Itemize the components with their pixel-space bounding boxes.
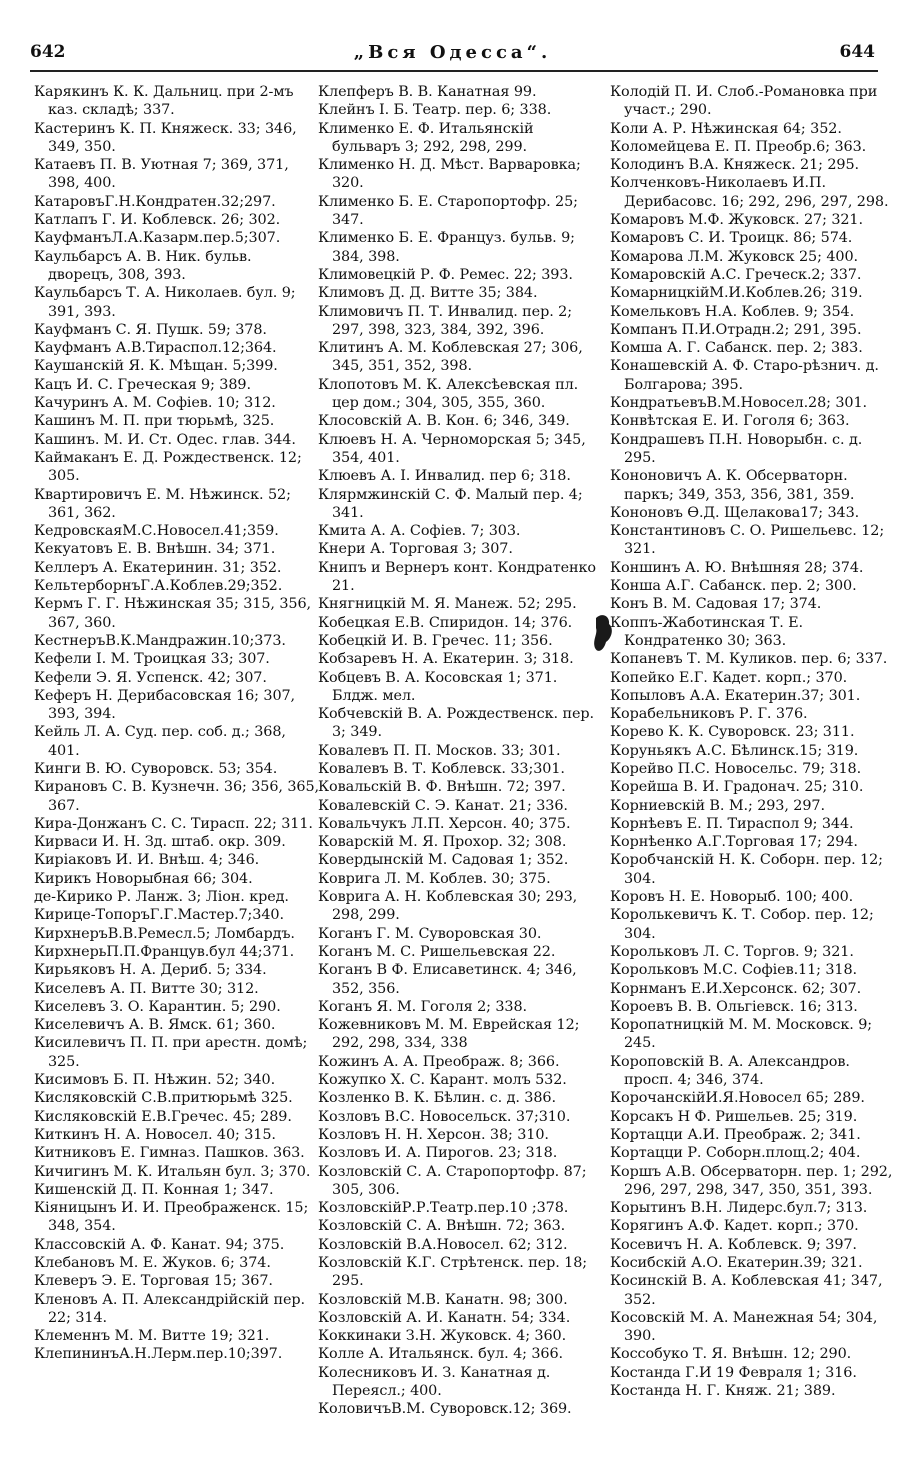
directory-entry: Ковалевъ В. Т. Коблевск. 33;301. [318,760,565,777]
directory-entry: Кобецкій И. В. Гречес. 11; 356. [318,632,553,649]
directory-entry: Конша А.Г. Сабанск. пер. 2; 300. [610,578,857,595]
directory-entry: Кортацци Р. Соборн.площ.2; 404. [610,1145,861,1162]
directory-entry: Колченковъ-Николаевъ И.П. Дерибасовс. 16; 292, 296, 297, 298. [610,175,889,210]
directory-entry: Книпъ и Вернеръ конт. Кондратенко 21. [318,559,596,595]
directory-entry: Ковердынскій М. Садовая 1; 352. [318,852,569,869]
directory-entry: Кинги В. Ю. Суворовск. 53; 354. [34,760,278,777]
directory-entry: Ковалевскій С. Э. Канат. 21; 336. [318,797,568,814]
directory-entry: Комельковъ Н.А. Коблев. 9; 354. [610,303,855,320]
directory-entry: Кононовичъ А. К. Обсерваторн. паркъ; 349, 353, 356, 381, 359. [610,468,855,503]
directory-entry: Кондрашевъ П.Н. Новорыбн. с. д. 295. [610,431,863,466]
directory-entry: Кобцевъ В. А. Косовская 1; 371. Блдж. мел. [318,669,558,704]
directory-entry: Корниевскій В. М.; 293, 297. [610,797,825,814]
directory-entry: Копейко Е.Г. Кадет. корп.; 370. [610,669,848,686]
directory-entry: Каушанскій Я. К. Мѣщан. 5;399. [34,358,278,375]
directory-entry: Корейша В. И. Градонач. 25; 310. [610,779,864,796]
directory-entry: КлепининъА.Н.Лерм.пер.10;397. [34,1346,283,1363]
directory-entry: Косибскій А.О. Екатерин.39; 321. [610,1255,863,1271]
directory-entry: КатаровъГ.Н.Кондратен.32;297. [34,193,276,210]
directory-entry: Корсакъ Н Ф. Ришельев. 25; 319. [610,1108,858,1125]
directory-entry: Кисилевичъ П. П. при арестн. домѣ; 325. [34,1035,308,1070]
directory-entry: Королькевичъ К. Т. Собор. пер. 12; 304. [610,907,874,942]
directory-entry: Кацъ И. С. Греческая 9; 389. [34,376,251,393]
directory-entry: Клярмжинскій С. Ф. Малый пер. 4; 341. [318,486,583,521]
directory-entry: Клитинъ А. М. Коблевская 27; 306, 345, 351, 352, 398. [318,340,583,375]
directory-entry: Кефели Э. Я. Успенск. 42; 307. [34,669,267,686]
directory-entry: Коли А. Р. Нѣжинская 64; 352. [610,120,842,137]
directory-entry: Кауфманъ С. Я. Пушк. 59; 378. [34,321,267,338]
directory-entry: Кашинъ. М. И. Ст. Одес. глав. 344. [34,431,296,448]
directory-entry: Клебановъ М. Е. Жуков. 6; 374. [34,1255,271,1271]
directory-entry: Кейль Л. А. Суд. пер. соб. д.; 368, 401. [34,724,286,759]
directory-entry: КельтерборнъГ.А.Коблев.29;352. [34,578,283,595]
page-number-left: 642 [30,42,66,62]
directory-entry: Кекуатовъ Е. В. Внѣшн. 34; 371. [34,541,276,558]
directory-entry: Комша А. Г. Сабанск. пер. 2; 383. [610,340,863,357]
directory-entry: Кирикъ Новорыбная 66; 304. [34,870,253,887]
column-1 [34,83,320,1364]
column-2 [318,83,604,1419]
directory-entry: Клосовскій А. В. Кон. 6; 346, 349. [318,413,570,430]
directory-entry: Коврига А. Н. Коблевская 30; 293, 298, 299. [318,889,578,924]
directory-entry: Комаровъ С. И. Троицк. 86; 574. [610,230,853,247]
directory-entry: Кобчевскій В. А. Рождественск. пер. 3; 349. [318,706,594,741]
directory-entry: Кисимовъ Б. П. Нѣжин. 52; 340. [34,1072,276,1089]
directory-entry: Киселевъ З. О. Карантин. 5; 290. [34,998,281,1015]
directory-entry: Климовецкій Р. Ф. Ремес. 22; 393. [318,266,573,283]
directory-entry: Квартировичъ Е. М. Нѣжинск. 52; 361, 362. [34,486,291,521]
directory-entry: Катлапъ Г. И. Коблевск. 26; 302. [34,212,281,229]
directory-entry: Клеменнъ М. М. Витте 19; 321. [34,1328,270,1345]
directory-entry: Коруньякъ А.С. Бѣлинск.15; 319. [610,742,859,759]
directory-entry: КорочанскійИ.Я.Новосел 65; 289. [610,1090,865,1107]
directory-entry: Козловскій К.Г. Стрѣтенск. пер. 18; 295. [318,1255,588,1290]
directory-entry: Келлеръ А. Екатеринин. 31; 352. [34,559,282,576]
directory-entry: Корнманъ Е.И.Херсонск. 62; 307. [610,980,862,997]
header-rule [30,70,878,72]
directory-entry: Козловъ В.С. Новосельск. 37;310. [318,1108,571,1125]
directory-entry: Коврига Л. М. Коблев. 30; 375. [318,870,551,887]
directory-entry: Киткинъ Н. А. Новосел. 40; 315. [34,1126,276,1143]
directory-entry: Конъ В. М. Садовая 17; 374. [610,596,822,613]
directory-entry: Классовскій А. Ф. Канат. 94; 375. [34,1236,285,1253]
directory-entry: Комаровъ М.Ф. Жуковск. 27; 321. [610,212,863,229]
directory-entry: Киселевичъ А. В. Ямск. 61; 360. [34,1017,276,1034]
directory-entry: Козловскій С. А. Старопортофр. 87; 305, 306. [318,1163,587,1198]
directory-entry: Корейво П.С. Новосельс. 79; 318. [610,760,862,777]
directory-entry: КирхнерьП.П.Францув.бул 44;371. [34,943,295,960]
directory-entry: Корытинъ В.Н. Лидерс.бул.7; 313. [610,1200,868,1217]
directory-entry: Кирановъ С. В. Кузнечн. 36; 356, 365, 367. [34,779,319,814]
directory-entry: Кобзаревъ Н. А. Екатерин. 3; 318. [318,651,574,668]
directory-entry: Кожинъ А. А. Преображ. 8; 366. [318,1053,560,1070]
directory-entry: Коганъ М. С. Ришельевская 22. [318,943,556,960]
directory-entry: Конвѣтская Е. И. Гоголя 6; 363. [610,413,850,430]
directory-entry: Кисляковскій Е.В.Гречес. 45; 289. [34,1108,292,1125]
directory-entry: Костанда Г.И 19 Февраля 1; 316. [610,1364,857,1381]
directory-entry: Корольковъ М.С. Софіев.11; 318. [610,962,858,979]
directory-entry: Катаевъ П. В. Уютная 7; 369, 371, 398, 400. [34,157,289,192]
directory-entry: Коганъ В Ф. Елисаветинск. 4; 346, 352, 356. [318,962,577,997]
directory-entry: Короевъ В. В. Ольгіевск. 16; 313. [610,998,858,1015]
directory-entry: Корягинъ А.Ф. Кадет. корп.; 370. [610,1218,859,1235]
directory-entry: Коропатницкій М. М. Московск. 9; 245. [610,1017,873,1052]
directory-entry: Колодій П. И. Слоб.-Романовка при участ.; 290. [610,84,878,119]
directory-entry: Кнери А. Торговая 3; 307. [318,541,513,558]
directory-entry: Кожевниковъ М. М. Еврейская 12; 292, 298, 334, 338 [318,1017,580,1052]
directory-entry: Клименко Б. Е. Старопортофр. 25; 347. [318,193,578,229]
directory-entry: Коганъ Я. М. Гоголя 2; 338. [318,998,528,1015]
directory-entry: Коварскій М. Я. Прохор. 32; 308. [318,834,567,851]
directory-entry: Кирваси И. Н. Зд. штаб. окр. 309. [34,834,286,851]
directory-entry: Коршъ А.В. Обсерваторн. пер. 1; 292, 296, 297, 298, 347, 350, 351, 393. [610,1163,893,1198]
directory-entry: Киселевъ А. П. Витте 30; 312. [34,980,259,997]
directory-entry: Клименко Б. Е. Француз. бульв. 9; 384, 398. [318,230,575,265]
directory-entry: Клюевъ Н. А. Черноморская 5; 345, 354, 401. [318,431,586,466]
directory-entry: Коломейцева Е. П. Преобр.6; 363. [610,138,867,155]
directory-entry: Косинскій В. А. Коблевская 41; 347, 352. [610,1273,883,1308]
directory-entry: Ковалевъ П. П. Москов. 33; 301. [318,742,561,759]
directory-entry: Козловскій С. А. Внѣшн. 72; 363. [318,1218,566,1235]
directory-entry: Китниковъ Е. Гимназ. Пашков. 363. [34,1145,305,1162]
directory-entry: Киріаковъ И. И. Внѣш. 4; 346. [34,852,260,869]
directory-entry: Косевичъ Н. А. Коблевск. 9; 397. [610,1236,857,1253]
directory-entry: Карякинъ К. К. Дальниц. при 2-мъ каз. складѣ; 337. [34,84,294,119]
directory-entry: Кишенскій Д. П. Конная 1; 347. [34,1181,274,1198]
directory-entry: Корнѣевъ Е. П. Тираспол 9; 344. [610,815,854,832]
directory-entry: Коганъ Г. М. Суворовская 30. [318,925,542,942]
ink-blot-mark [592,612,614,656]
page-number-right: 644 [839,42,875,62]
directory-entry: Кленовъ А. П. Александрійскій пер. 22; 314. [34,1291,305,1326]
directory-entry: КауфманъЛ.А.Казарм.пер.5;307. [34,230,281,247]
page-header [30,42,875,68]
directory-entry: Константиновъ С. О. Ришельевс. 12; 321. [610,523,885,558]
directory-entry: Климовичъ П. Т. Инвалид. пер. 2; 297, 398, 323, 384, 392, 396. [318,303,572,338]
directory-entry: Клюевъ А. I. Инвалид. пер 6; 318. [318,468,571,485]
directory-entry: Княгницкій М. Я. Манеж. 52; 295. [318,596,577,613]
directory-entry: Кобецкая Е.В. Спиридон. 14; 376. [318,614,573,631]
directory-entry: Коккинаки З.Н. Жуковск. 4; 360. [318,1328,567,1345]
column-3 [610,83,896,1400]
directory-entry: Клепферъ В. В. Канатная 99. [318,84,537,100]
directory-entry: Коробчанскій Н. К. Соборн. пер. 12; 304. [610,852,883,887]
directory-entry: Кефели I. М. Троицкая 33; 307. [34,651,270,668]
directory-entry: Копыловъ А.А. Екатерин.37; 301. [610,687,861,704]
directory-entry: Козловскій В.А.Новосел. 62; 312. [318,1236,568,1253]
directory-entry: КирхнеръВ.В.Ремесл.5; Ломбардъ. [34,925,295,942]
directory-entry: Комаровскій А.С. Греческ.2; 337. [610,266,862,283]
directory-entry: Кирице-ТопоръГ.Г.Мастер.7;340. [34,907,284,924]
directory-entry: Кмита А. А. Софіев. 7; 303. [318,523,521,540]
directory-entry: Кичигинъ М. К. Итальян бул. 3; 370. [34,1163,311,1180]
directory-entry: КондратьевъВ.М.Новосел.28; 301. [610,395,868,412]
directory-entry: Колодинъ В.А. Княжеск. 21; 295. [610,157,860,174]
directory-entry: Козловскій А. И. Канатн. 54; 334. [318,1309,571,1326]
directory-entry: Корольковъ Л. С. Торгов. 9; 321. [610,943,854,960]
directory-entry: Ковальчукъ Л.П. Херсон. 40; 375. [318,815,571,832]
directory-entry: Козловъ И. А. Пирогов. 23; 318. [318,1145,558,1162]
directory-entry: Конашевскій А. Ф. Старо-рѣзнич. д. Болгарова; 395. [610,358,879,393]
directory-entry: Компанъ П.И.Отрадн.2; 291, 395. [610,321,862,338]
directory-entry: Климовъ Д. Д. Витте 35; 384. [318,285,538,302]
directory-entry: Кашинъ М. П. при тюрьмѣ, 325. [34,413,275,430]
directory-entry: Каульбарсъ А. В. Ник. бульв. дворецъ, 308, 393. [34,248,252,283]
directory-entry: Корабельниковъ Р. Г. 376. [610,706,808,723]
directory-entry: Костанда Н. Г. Княж. 21; 389. [610,1383,836,1400]
directory-entry: Комарова Л.М. Жуковск 25; 400. [610,248,858,265]
directory-entry: Кермъ Г. Г. Нѣжинская 35; 315, 356, 367, 360. [34,596,311,631]
directory-entry: Качуринъ А. М. Софіев. 10; 312. [34,395,276,412]
directory-entry: де-Кирико Р. Ланж. 3; Ліон. кред. [34,889,289,906]
directory-entry: Козленко В. К. Бѣлин. с. д. 386. [318,1090,556,1107]
directory-entry: Клименко Е. Ф. Итальянскій бульваръ 3; 292, 298, 299. [318,120,534,155]
directory-entry: Колесниковъ И. З. Канатная д. Переясл.; 400. [318,1364,551,1400]
directory-entry: Кисляковскій С.В.притюрьмѣ 325. [34,1090,293,1107]
directory-entry: Коровъ Н. Е. Новорыб. 100; 400. [610,889,854,906]
directory-entry: Кеферъ Н. Дерибасовская 16; 307, 393, 394. [34,687,296,723]
directory-entry: Коппъ-Жаботинская Т. Е. Кондратенко 30; 363. [610,614,804,649]
directory-entry: Коншинъ А. Ю. Внѣшняя 28; 374. [610,559,864,576]
directory-entry: Ковальскій В. Ф. Внѣшн. 72; 397. [318,779,566,796]
directory-entry: Козловскій М.В. Канатн. 98; 300. [318,1291,568,1308]
directory-entry: Корево К. К. Суворовск. 23; 311. [610,724,855,741]
directory-entry: Колле А. Итальянск. бул. 4; 366. [318,1346,564,1363]
directory-entry: Клименко Н. Д. Мѣст. Варваровка; 320. [318,157,581,192]
directory-entry: КедровскаяМ.С.Новосел.41;359. [34,523,279,540]
directory-entry: Клеверъ Э. Е. Торговая 15; 367. [34,1273,273,1290]
running-title: „Вся Одесса“. [353,42,552,63]
directory-entry: Клопотовъ М. К. Алексѣевская пл. цер дом.; 304, 305, 355, 360. [318,376,579,412]
directory-entry: Кауфманъ А.В.Тираспол.12;364. [34,340,277,357]
directory-entry: Коссобуко Т. Я. Внѣшн. 12; 290. [610,1346,852,1363]
directory-entry: Косовскій М. А. Манежная 54; 304, 390. [610,1309,878,1345]
directory-entry: Кортацци А.И. Преображ. 2; 341. [610,1126,861,1143]
directory-entry: КестнеръВ.К.Мандражин.10;373. [34,632,286,649]
directory-entry: Короповскій В. А. Александров. просп. 4; 346, 374. [610,1053,850,1089]
directory-entry: Клейнъ I. Б. Театр. пер. 6; 338. [318,102,552,119]
directory-entry: Кожупко Х. С. Карант. молъ 532. [318,1072,567,1089]
directory-entry: Каульбарсъ Т. А. Николаев. бул. 9; 391, 393. [34,285,296,320]
directory-entry: КоловичъВ.М. Суворовск.12; 369. [318,1401,572,1418]
directory-entry: Кирьяковъ Н. А. Дериб. 5; 334. [34,962,267,979]
directory-entry: Копаневъ Т. М. Куликов. пер. 6; 337. [610,651,888,668]
directory-entry: Корнѣенко А.Г.Торговая 17; 294. [610,834,858,851]
directory-entry: Кононовъ Ѳ.Д. Щелакова17; 343. [610,504,860,521]
directory-entry: Каймаканъ Е. Д. Рождественск. 12; 305. [34,449,302,485]
directory-entry: КозловскійР.Р.Театр.пер.10 ;378. [318,1200,569,1217]
directory-entry: Кіяницынъ И. И. Преображенск. 15; 348, 354. [34,1200,309,1235]
directory-entry: Кира-Донжанъ С. С. Тирасп. 22; 311. [34,815,313,832]
directory-entry: Кастеринъ К. П. Княжеск. 33; 346, 349, 350. [34,120,297,155]
directory-entry: КомарницкійМ.И.Коблев.26; 319. [610,285,863,302]
directory-entry: Козловъ Н. Н. Херсон. 38; 310. [318,1126,549,1143]
